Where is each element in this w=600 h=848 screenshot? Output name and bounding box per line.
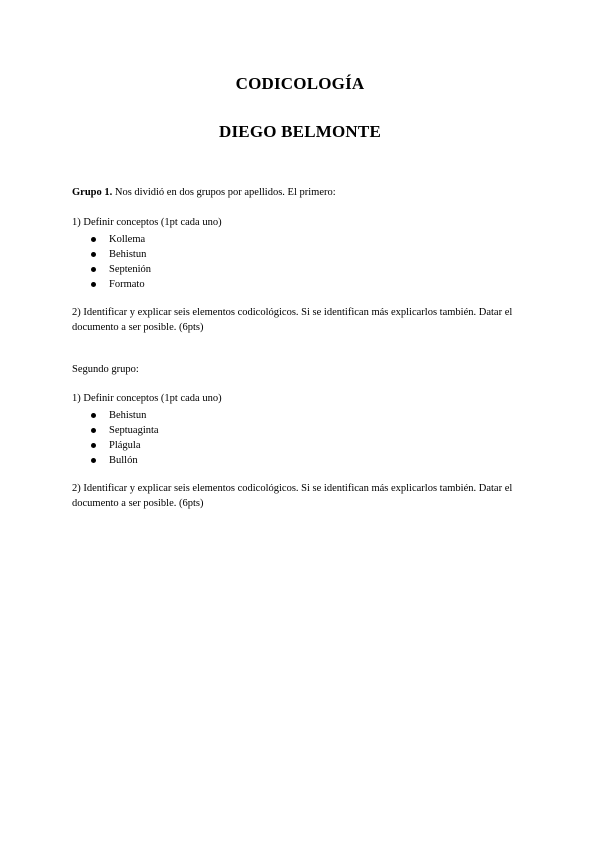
group1-intro-text: Nos dividió en dos grupos por apellidos. El primero:	[112, 187, 336, 198]
bullet-icon	[91, 413, 96, 418]
bullet-icon	[91, 267, 96, 272]
document-author: DIEGO BELMONTE	[219, 122, 381, 141]
bullet-icon	[91, 443, 96, 448]
bullet-icon	[91, 252, 96, 257]
list-item: Septenión	[72, 262, 151, 277]
bullet-icon	[91, 282, 96, 287]
document-title: CODICOLOGÍA	[235, 74, 365, 93]
list-item: Behistun	[72, 247, 151, 262]
group2-question-1: 1) Definir conceptos (1pt cada uno)	[72, 393, 222, 404]
list-item: Septuaginta	[72, 423, 159, 438]
group2-question-2: 2) Identificar y explicar seis elementos codicológicos. Si se identifican más explicarlos también. Datar el documento a ser posible. (6pts)	[72, 483, 513, 509]
list-item: Bullón	[72, 453, 159, 468]
group2-intro: Segundo grupo:	[72, 364, 139, 375]
group1-intro	[72, 187, 336, 198]
group2-term-list	[72, 408, 159, 468]
list-item: Behistun	[72, 408, 159, 423]
bullet-icon	[91, 458, 96, 463]
list-item: Kollema	[72, 232, 151, 247]
group1-label: Grupo 1.	[72, 187, 113, 198]
list-item: Plágula	[72, 438, 159, 453]
group1-question-2: 2) Identificar y explicar seis elementos codicológicos. Si se identifican más explicarlos también. Datar el documento a ser posible. (6pts)	[72, 307, 513, 333]
group1-question-1: 1) Definir conceptos (1pt cada uno)	[72, 217, 222, 228]
group1-term-list	[72, 232, 151, 292]
bullet-icon	[91, 428, 96, 433]
list-item: Formato	[72, 277, 151, 292]
bullet-icon	[91, 237, 96, 242]
